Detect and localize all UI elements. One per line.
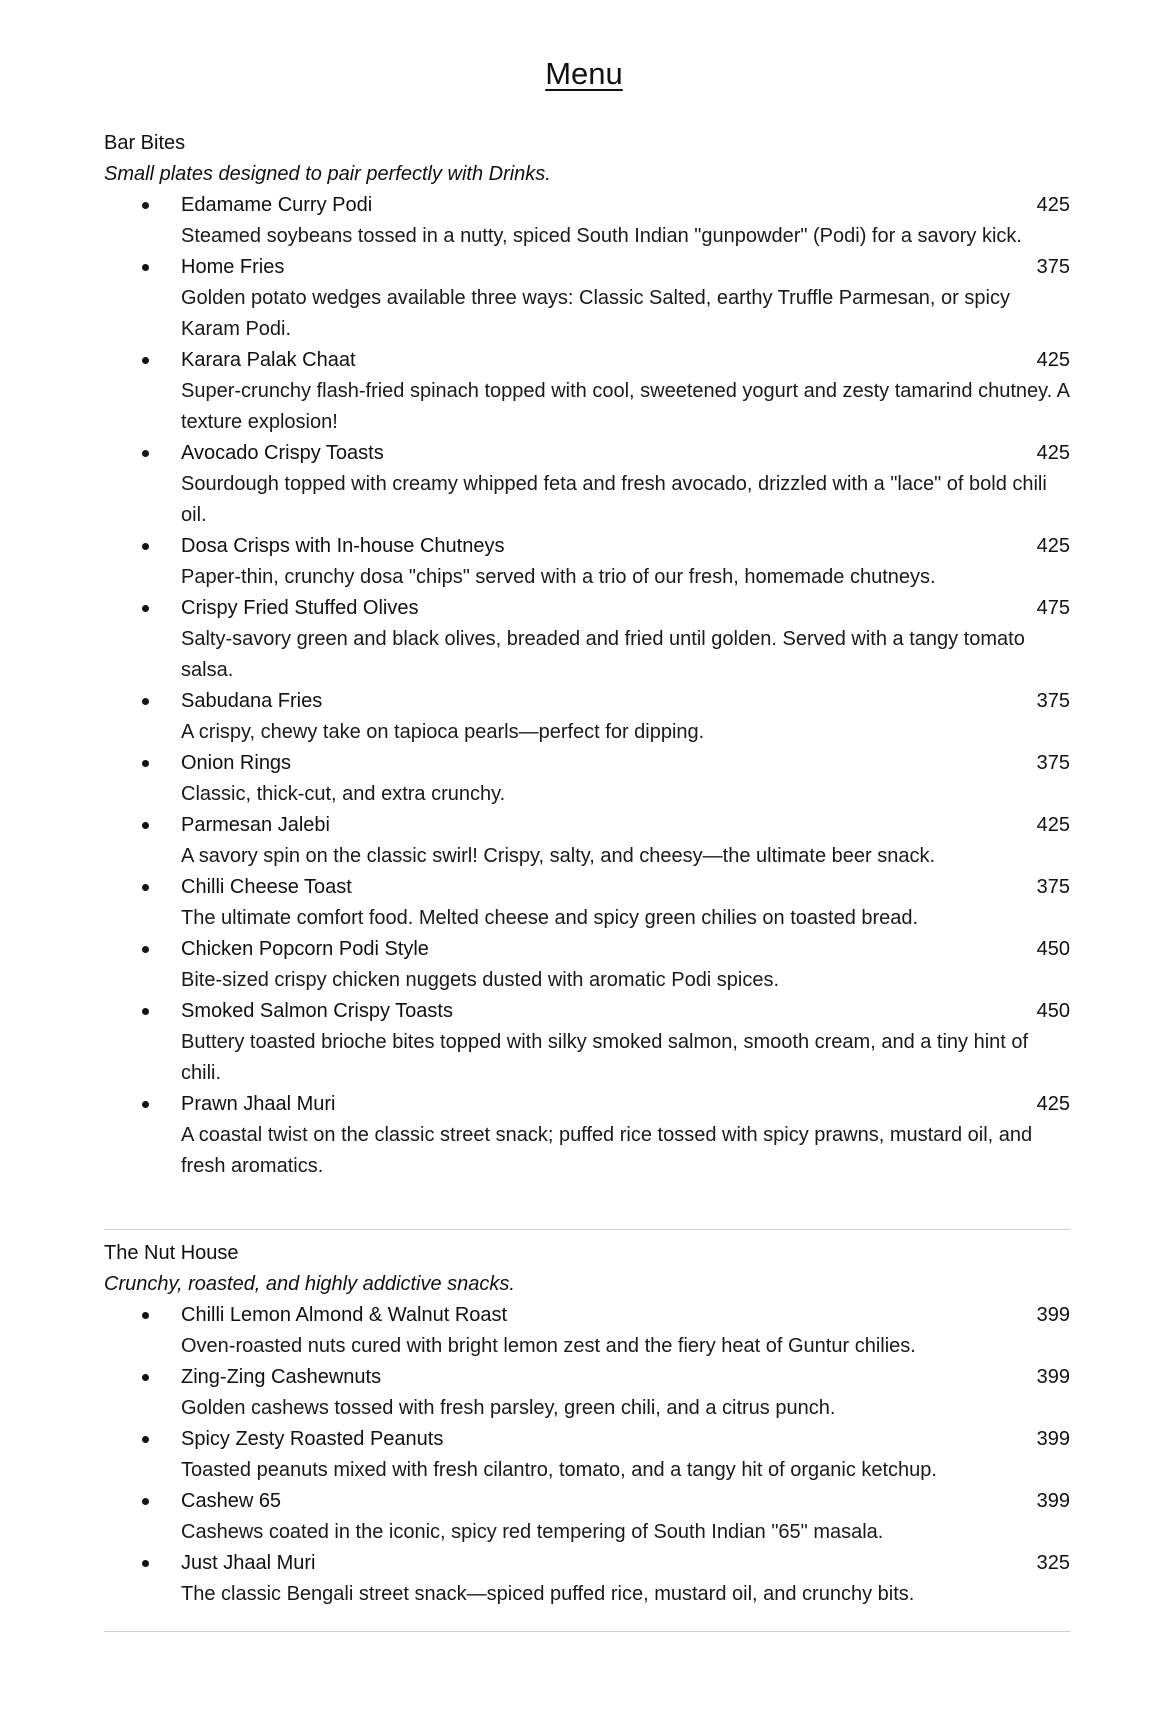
menu-item-price: 450: [1036, 1000, 1070, 1022]
menu-item-price: 399: [1036, 1366, 1070, 1388]
menu-item-header: [181, 810, 1070, 841]
menu-item-price: 375: [1036, 256, 1070, 278]
menu-item-header: [181, 438, 1070, 469]
menu-item-price: 399: [1036, 1490, 1070, 1512]
menu-item-header: [181, 1548, 1070, 1579]
menu-item: [104, 438, 1070, 531]
section-divider: [104, 1631, 1070, 1632]
page-title: [0, 54, 1168, 94]
bullet-icon: [142, 450, 149, 457]
menu-item-header: [181, 748, 1070, 779]
bullet-icon: [142, 1008, 149, 1015]
menu-item-header: [181, 345, 1070, 376]
menu-item-description: Cashews coated in the iconic, spicy red tempering of South Indian "65" masala.: [181, 1521, 884, 1543]
menu-item-price: 475: [1036, 597, 1070, 619]
menu-item: [104, 1300, 1070, 1362]
section-subtitle: Crunchy, roasted, and highly addictive snacks.: [104, 1273, 515, 1295]
menu-item: [104, 1089, 1070, 1182]
menu-item-name: Sabudana Fries: [181, 690, 323, 712]
section-nut-house: [104, 1238, 1070, 1610]
menu-item-description: Bite-sized crispy chicken nuggets dusted with aromatic Podi spices.: [181, 969, 780, 991]
bullet-icon: [142, 605, 149, 612]
menu-item-description: Salty-savory green and black olives, breaded and fried until golden. Served with a tangy tomato salsa.: [181, 628, 1025, 681]
menu-item-name: Avocado Crispy Toasts: [181, 442, 384, 464]
menu-item-description: A crispy, chewy take on tapioca pearls—perfect for dipping.: [181, 721, 705, 743]
bullet-icon: [142, 1436, 149, 1443]
menu-item-name: Home Fries: [181, 256, 285, 278]
menu-item-header: [181, 190, 1070, 221]
menu-item: [104, 345, 1070, 438]
menu-item-name: Karara Palak Chaat: [181, 349, 356, 371]
bullet-icon: [142, 1312, 149, 1319]
menu-item: [104, 593, 1070, 686]
menu-item: [104, 190, 1070, 252]
menu-item-header: [181, 1362, 1070, 1393]
menu-item-name: Zing-Zing Cashewnuts: [181, 1366, 382, 1388]
menu-item-name: Parmesan Jalebi: [181, 814, 330, 836]
menu-item-name: Smoked Salmon Crispy Toasts: [181, 1000, 453, 1022]
bullet-icon: [142, 1374, 149, 1381]
menu-item: [104, 748, 1070, 810]
menu-item-price: 325: [1036, 1552, 1070, 1574]
section-divider: [104, 1229, 1070, 1230]
menu-item-header: [181, 1486, 1070, 1517]
menu-item-name: Just Jhaal Muri: [181, 1552, 316, 1574]
menu-item-header: [181, 593, 1070, 624]
menu-item-list: [104, 190, 1070, 1182]
menu-item-price: 375: [1036, 752, 1070, 774]
menu-item-name: Dosa Crisps with In-house Chutneys: [181, 535, 505, 557]
menu-item-name: Chilli Cheese Toast: [181, 876, 352, 898]
bullet-icon: [142, 202, 149, 209]
menu-item-description: Golden potato wedges available three ways: Classic Salted, earthy Truffle Parmesan, or spicy Karam Podi.: [181, 287, 1010, 340]
section-subtitle: Small plates designed to pair perfectly with Drinks.: [104, 163, 551, 185]
menu-item-name: Chicken Popcorn Podi Style: [181, 938, 429, 960]
menu-item-description: Oven-roasted nuts cured with bright lemon zest and the fiery heat of Guntur chilies.: [181, 1335, 916, 1357]
menu-item-description: Steamed soybeans tossed in a nutty, spiced South Indian "gunpowder" (Podi) for a savory kick.: [181, 225, 1022, 247]
menu-item-price: 375: [1036, 690, 1070, 712]
bullet-icon: [142, 698, 149, 705]
menu-item: [104, 1486, 1070, 1548]
menu-item-name: Prawn Jhaal Muri: [181, 1093, 336, 1115]
menu-item: [104, 1424, 1070, 1486]
menu-item-description: Golden cashews tossed with fresh parsley, green chili, and a citrus punch.: [181, 1397, 836, 1419]
bullet-icon: [142, 543, 149, 550]
menu-item-price: 375: [1036, 876, 1070, 898]
menu-item-description: A savory spin on the classic swirl! Crispy, salty, and cheesy—the ultimate beer snack.: [181, 845, 936, 867]
page-title-text: Menu: [545, 56, 623, 91]
menu-item-list: [104, 1300, 1070, 1610]
bullet-icon: [142, 1101, 149, 1108]
menu-item-name: Spicy Zesty Roasted Peanuts: [181, 1428, 444, 1450]
menu-item: [104, 810, 1070, 872]
bullet-icon: [142, 264, 149, 271]
menu-item-name: Crispy Fried Stuffed Olives: [181, 597, 419, 619]
menu-item-price: 425: [1036, 535, 1070, 557]
menu-item: [104, 934, 1070, 996]
menu-item-price: 425: [1036, 1093, 1070, 1115]
bullet-icon: [142, 884, 149, 891]
menu-item-name: Edamame Curry Podi: [181, 194, 373, 216]
menu-item-price: 425: [1036, 814, 1070, 836]
menu-item-header: [181, 934, 1070, 965]
menu-item-description: Buttery toasted brioche bites topped with silky smoked salmon, smooth cream, and a tiny hint of chili.: [181, 1031, 1029, 1084]
menu-item-description: Toasted peanuts mixed with fresh cilantro, tomato, and a tangy hit of organic ketchup.: [181, 1459, 937, 1481]
menu-item-description: The ultimate comfort food. Melted cheese and spicy green chilies on toasted bread.: [181, 907, 919, 929]
menu-item: [104, 686, 1070, 748]
menu-item-price: 399: [1036, 1428, 1070, 1450]
menu-item-description: The classic Bengali street snack—spiced puffed rice, mustard oil, and crunchy bits.: [181, 1583, 915, 1605]
menu-item-price: 425: [1036, 349, 1070, 371]
menu-item: [104, 252, 1070, 345]
menu-item-price: 450: [1036, 938, 1070, 960]
menu-item-header: [181, 531, 1070, 562]
menu-item: [104, 996, 1070, 1089]
section-title: Bar Bites: [104, 132, 186, 154]
menu-item-name: Chilli Lemon Almond & Walnut Roast: [181, 1304, 508, 1326]
menu-item-description: Paper-thin, crunchy dosa "chips" served with a trio of our fresh, homemade chutneys.: [181, 566, 936, 588]
menu-item-header: [181, 252, 1070, 283]
menu-item-header: [181, 872, 1070, 903]
menu-item-name: Onion Rings: [181, 752, 292, 774]
menu-item-header: [181, 686, 1070, 717]
section-title: The Nut House: [104, 1242, 239, 1264]
bullet-icon: [142, 760, 149, 767]
bullet-icon: [142, 1498, 149, 1505]
menu-item-header: [181, 1424, 1070, 1455]
menu-item: [104, 531, 1070, 593]
menu-item-description: Super-crunchy flash-fried spinach topped with cool, sweetened yogurt and zesty tamarind chutney. A texture explosion!: [181, 380, 1069, 433]
bullet-icon: [142, 822, 149, 829]
menu-item: [104, 1362, 1070, 1424]
menu-item: [104, 1548, 1070, 1610]
menu-item-price: 425: [1036, 442, 1070, 464]
menu-item-price: 425: [1036, 194, 1070, 216]
bullet-icon: [142, 946, 149, 953]
menu-item-description: Classic, thick-cut, and extra crunchy.: [181, 783, 506, 805]
menu-item-description: A coastal twist on the classic street snack; puffed rice tossed with spicy prawns, mustard oil, and fresh aromatics.: [181, 1124, 1033, 1177]
menu-item: [104, 872, 1070, 934]
menu-item-name: Cashew 65: [181, 1490, 282, 1512]
bullet-icon: [142, 1560, 149, 1567]
menu-item-header: [181, 1300, 1070, 1331]
menu-item-description: Sourdough topped with creamy whipped feta and fresh avocado, drizzled with a "lace" of bold chili oil.: [181, 473, 1047, 526]
bullet-icon: [142, 357, 149, 364]
section-bar-bites: [104, 128, 1070, 1182]
menu-item-header: [181, 996, 1070, 1027]
menu-item-header: [181, 1089, 1070, 1120]
menu-item-price: 399: [1036, 1304, 1070, 1326]
